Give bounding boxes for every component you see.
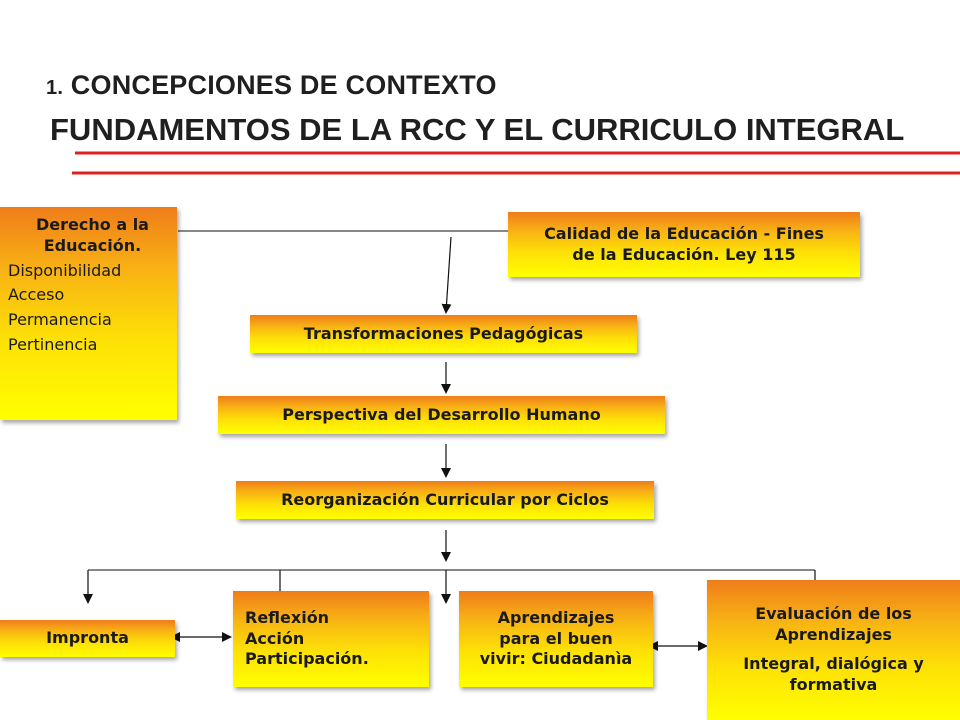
derecho-item: Pertinencia — [8, 334, 98, 354]
evaluacion-line4: formativa — [789, 674, 878, 694]
evaluacion-line2: Aprendizajes — [775, 625, 892, 645]
section-number: 1. — [46, 77, 64, 99]
impronta-label: Impronta — [46, 628, 129, 648]
box-reflexion — [233, 591, 429, 687]
calidad-line2: de la Educación. Ley 115 — [572, 244, 796, 264]
box-calidad-educacion — [508, 212, 860, 277]
reorganizacion-label: Reorganización Curricular por Ciclos — [281, 489, 609, 509]
box-aprendizajes — [459, 591, 653, 687]
aprendizajes-line1: Aprendizajes — [497, 607, 615, 627]
section-title: CONCEPCIONES DE CONTEXTO — [70, 70, 497, 100]
box-perspectiva-desarrollo — [218, 396, 665, 434]
derecho-item: Permanencia — [8, 310, 112, 330]
aprendizajes-line2: para el buen — [499, 628, 613, 648]
evaluacion-line3: Integral, dialógica y — [743, 654, 924, 673]
page-title: FUNDAMENTOS DE LA RCC Y EL CURRICULO INTEGRAL — [50, 112, 905, 147]
derecho-title-line2: Educación. — [43, 235, 142, 255]
aprendizajes-line3: vivir: Ciudadanìa — [479, 649, 633, 669]
perspectiva-label: Perspectiva del Desarrollo Humano — [282, 404, 601, 424]
reflexion-line1: Reflexión — [245, 607, 330, 627]
arrow-to-transformaciones — [446, 237, 451, 312]
box-transformaciones-pedagogicas — [250, 315, 637, 353]
calidad-line1: Calidad de la Educación - Fines — [544, 223, 824, 243]
evaluacion-line1: Evaluación de los — [755, 604, 912, 624]
derecho-item: Disponibilidad — [8, 260, 122, 280]
box-impronta — [0, 620, 175, 657]
transformaciones-label: Transformaciones Pedagógicas — [303, 323, 584, 343]
reflexion-line3: Participación. — [245, 649, 369, 669]
box-reorganizacion-curricular — [236, 481, 654, 519]
derecho-title-line1: Derecho a la — [36, 215, 149, 234]
reflexion-line2: Acción — [245, 628, 305, 648]
box-derecho-educacion — [0, 207, 177, 420]
derecho-item: Acceso — [8, 285, 65, 305]
box-evaluacion — [707, 580, 960, 720]
